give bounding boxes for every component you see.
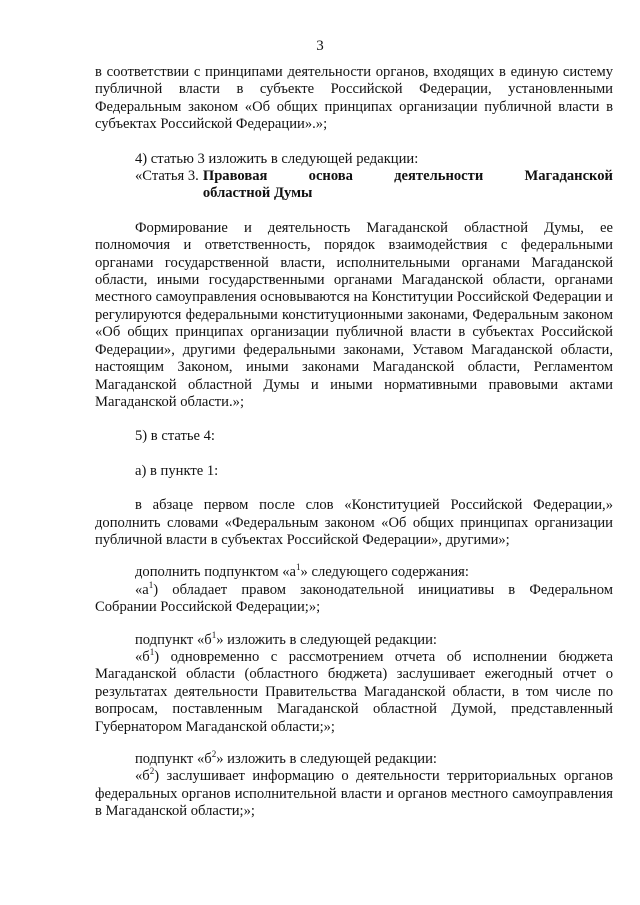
article-title-word: деятельности [394, 168, 484, 185]
paragraph-item-5: 5) в статье 4: [135, 428, 215, 445]
article-title-line2: областной Думы [202, 185, 313, 202]
paragraph-b2-text: «$б^2$) заслушивает информацию о деятельности территориальных органов федеральных органов исполнительной власти и органов местного самоуправления в Магаданской области;»; [95, 766, 613, 820]
article-label: «Статья 3. [135, 168, 199, 185]
paragraph-continuation: в соответствии с принципами деятельности органов, входящих в единую систему публичной власти в субъекте Российской Федерации, установленными Федеральным законом «Об общих принципах организации публичной власти в субъектах Российской Федерации».»; [95, 64, 613, 133]
paragraph-abzac-1: в абзаце первом после слов «Конституцией Российской Федерации,» дополнить словами «Федеральным законом «Об общих принципах организации публичной власти в субъектах Российской Федерации», другими»; [95, 497, 613, 548]
paragraph-a1-text: «$а^1$) обладает правом законодательной инициативы в Федеральном Собрании Российской Федерации;»; [95, 579, 613, 616]
paragraph-subitem-a: а) в пункте 1: [135, 462, 219, 479]
article-3-heading [95, 168, 613, 203]
paragraph-b1-heading: подпункт «$б^1$» изложить в следующей редакции: [135, 629, 437, 648]
article-title-word: Магаданской [524, 168, 613, 185]
paragraph-b1-text: «$б^1$) одновременно с рассмотрением отчета об исполнении бюджета Магаданской области (областного бюджета) заслушивает ежегодный отчет о результатах деятельности Правительства Магаданской области, в том числе по вопросам, поставленным Магаданской областной Думой, представленный Губернатором Магаданской области;»; [95, 647, 613, 735]
article-title [199, 168, 613, 203]
article-3-text: Формирование и деятельность Магаданской областной Думы, ее полномочия и ответственность, порядок взаимодействия с федеральными органами государственной власти, исполнительными органами Магаданской области, иными государственными органами Магаданской области, органами местного самоуправления основываются на Конституции Российской Федерации и регулируются федеральными конституционными законами, Федеральным законом «Об общих принципах организации публичной власти в субъектах Российской Федерации», другими федеральными законами, Уставом Магаданской области, настоящим Законом, иными законами Магаданской области, Регламентом Магаданской областной Думы и иными нормативными правовыми актами Магаданской области.»; [95, 219, 613, 410]
article-title-word: основа [308, 168, 353, 185]
page-number: 3 [316, 38, 324, 54]
paragraph-b2-heading: подпункт «$б^2$» изложить в следующей редакции: [135, 749, 437, 767]
paragraph-item-4: 4) статью 3 изложить в следующей редакции: [135, 150, 419, 167]
paragraph-add-a1: дополнить подпунктом «$а^1$» следующего содержания: [135, 562, 469, 581]
document-body [95, 64, 613, 821]
article-title-word: Правовая [202, 168, 268, 185]
